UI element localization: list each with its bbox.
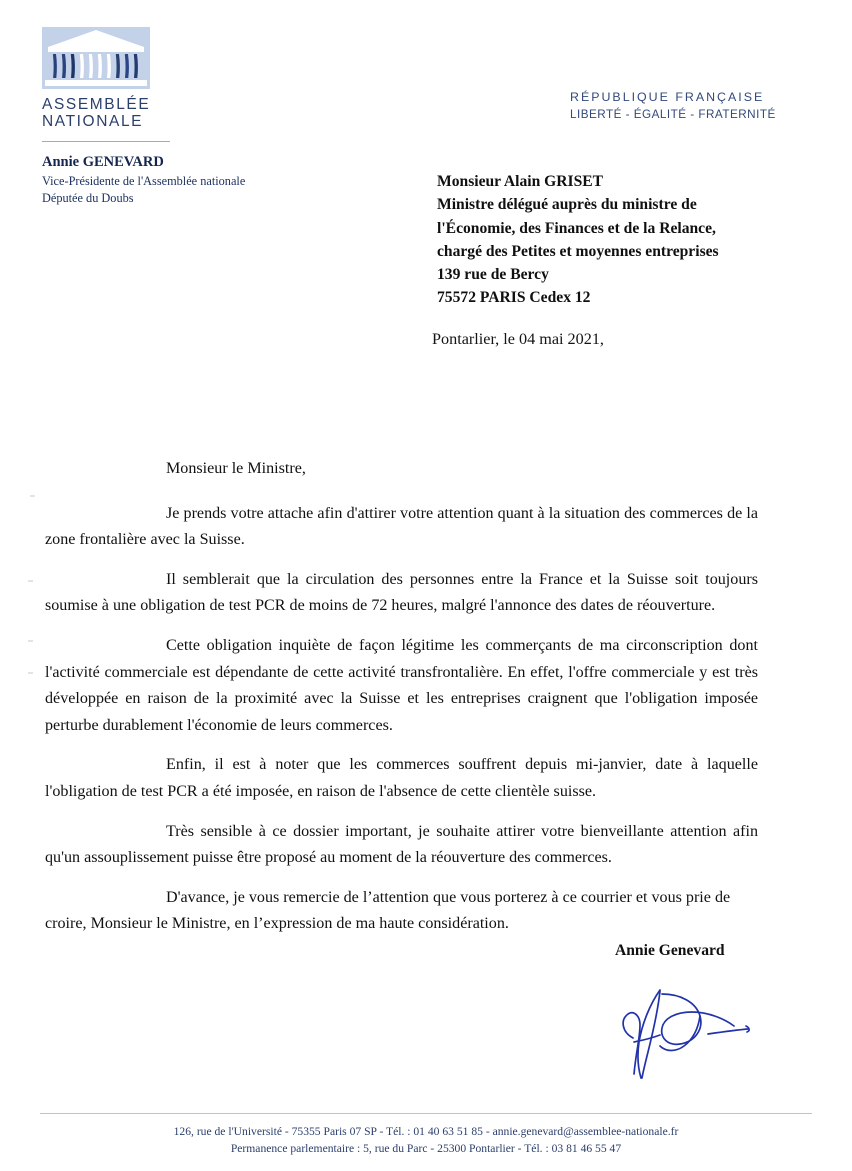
salutation: Monsieur le Ministre, <box>166 460 306 477</box>
republic-title: RÉPUBLIQUE FRANÇAISE <box>570 90 765 104</box>
scan-artifact <box>30 495 35 497</box>
footer-divider <box>40 1113 812 1114</box>
signature-name: Annie Genevard <box>615 942 725 959</box>
republic-header <box>570 89 784 122</box>
scan-artifact <box>28 672 33 674</box>
body-paragraph: Enfin, il est à noter que les commerces souffrent depuis mi-janvier, date à laquelle l'obligation de test PCR a été imposée, en raison de l'absence de cette clientèle suisse. <box>45 756 758 800</box>
body-paragraph: Très sensible à ce dossier important, je souhaite attirer votre bienveillante attention afin qu'un assouplissement puisse être proposé au moment de la réouverture des commerces. <box>45 822 758 867</box>
recipient-line: chargé des Petites et moyennes entreprises <box>437 242 719 260</box>
recipient-address-block <box>437 170 767 310</box>
body-paragraph: Il semblerait que la circulation des personnes entre la France et la Suisse soit toujours soumise à une obligation de test PCR de moins de 72 heures, malgré l'annonce des dates de réouverture. <box>45 570 758 615</box>
recipient-line: l'Économie, des Finances et de la Relance, <box>437 219 716 237</box>
handwritten-signature-icon <box>600 980 770 1080</box>
logo-wordmark-line2: NATIONALE <box>42 113 144 130</box>
recipient-line: Ministre délégué auprès du ministre de <box>437 196 697 214</box>
footer <box>40 1124 812 1157</box>
dateline: Pontarlier, le 04 mai 2021, <box>432 330 604 348</box>
sender-name: Annie GENEVARD <box>42 154 164 170</box>
logo-wordmark <box>42 96 172 130</box>
body-paragraph: Je prends votre attache afin d'attirer votre attention quant à la situation des commerces de la zone frontalière avec la Suisse. <box>45 504 758 549</box>
sender-role-line-2: Députée du Doubs <box>42 190 134 205</box>
footer-line-1: 126, rue de l'Université - 75355 Paris 07 SP - Tél. : 01 40 63 51 85 - annie.genevard@assemblee-nationale.fr <box>173 1125 679 1138</box>
letter-body <box>45 456 758 938</box>
recipient-line: 139 rue de Bercy <box>437 266 549 284</box>
republic-motto: LIBERTÉ - ÉGALITÉ - FRATERNITÉ <box>570 107 776 121</box>
body-paragraph: Cette obligation inquiète de façon légitime les commerçants de ma circonscription dont l'activité commerciale est dépendante de cette activité transfrontalière. En effet, l'offre commerciale y est très développée en raison de la proximité avec la Suisse et les entreprises craignent que l'obligation imposée perturbe durablement l'économie de leurs commerces. <box>45 636 758 734</box>
assemblee-nationale-building-logo-icon <box>42 27 150 89</box>
body-paragraph: D'avance, je vous remercie de l’attention que vous porterez à ce courrier et vous prie de croire, Monsieur le Ministre, en l’expression de ma haute considération. <box>45 888 731 933</box>
sender-role-line-1: Vice-Présidente de l'Assemblée nationale <box>42 174 246 188</box>
footer-line-2: Permanence parlementaire : 5, rue du Parc - 25300 Pontarlier - Tél. : 03 81 46 55 47 <box>230 1141 622 1155</box>
letterhead-logo-block <box>42 27 172 130</box>
logo-wordmark-line1: ASSEMBLÉE <box>42 96 151 113</box>
sender-identity-block <box>42 153 342 205</box>
scan-artifact <box>28 580 33 582</box>
letterhead-divider <box>42 141 170 142</box>
scan-artifact <box>28 640 33 642</box>
recipient-line: Monsieur Alain GRISET <box>437 173 604 190</box>
recipient-line: 75572 PARIS Cedex 12 <box>437 289 591 307</box>
